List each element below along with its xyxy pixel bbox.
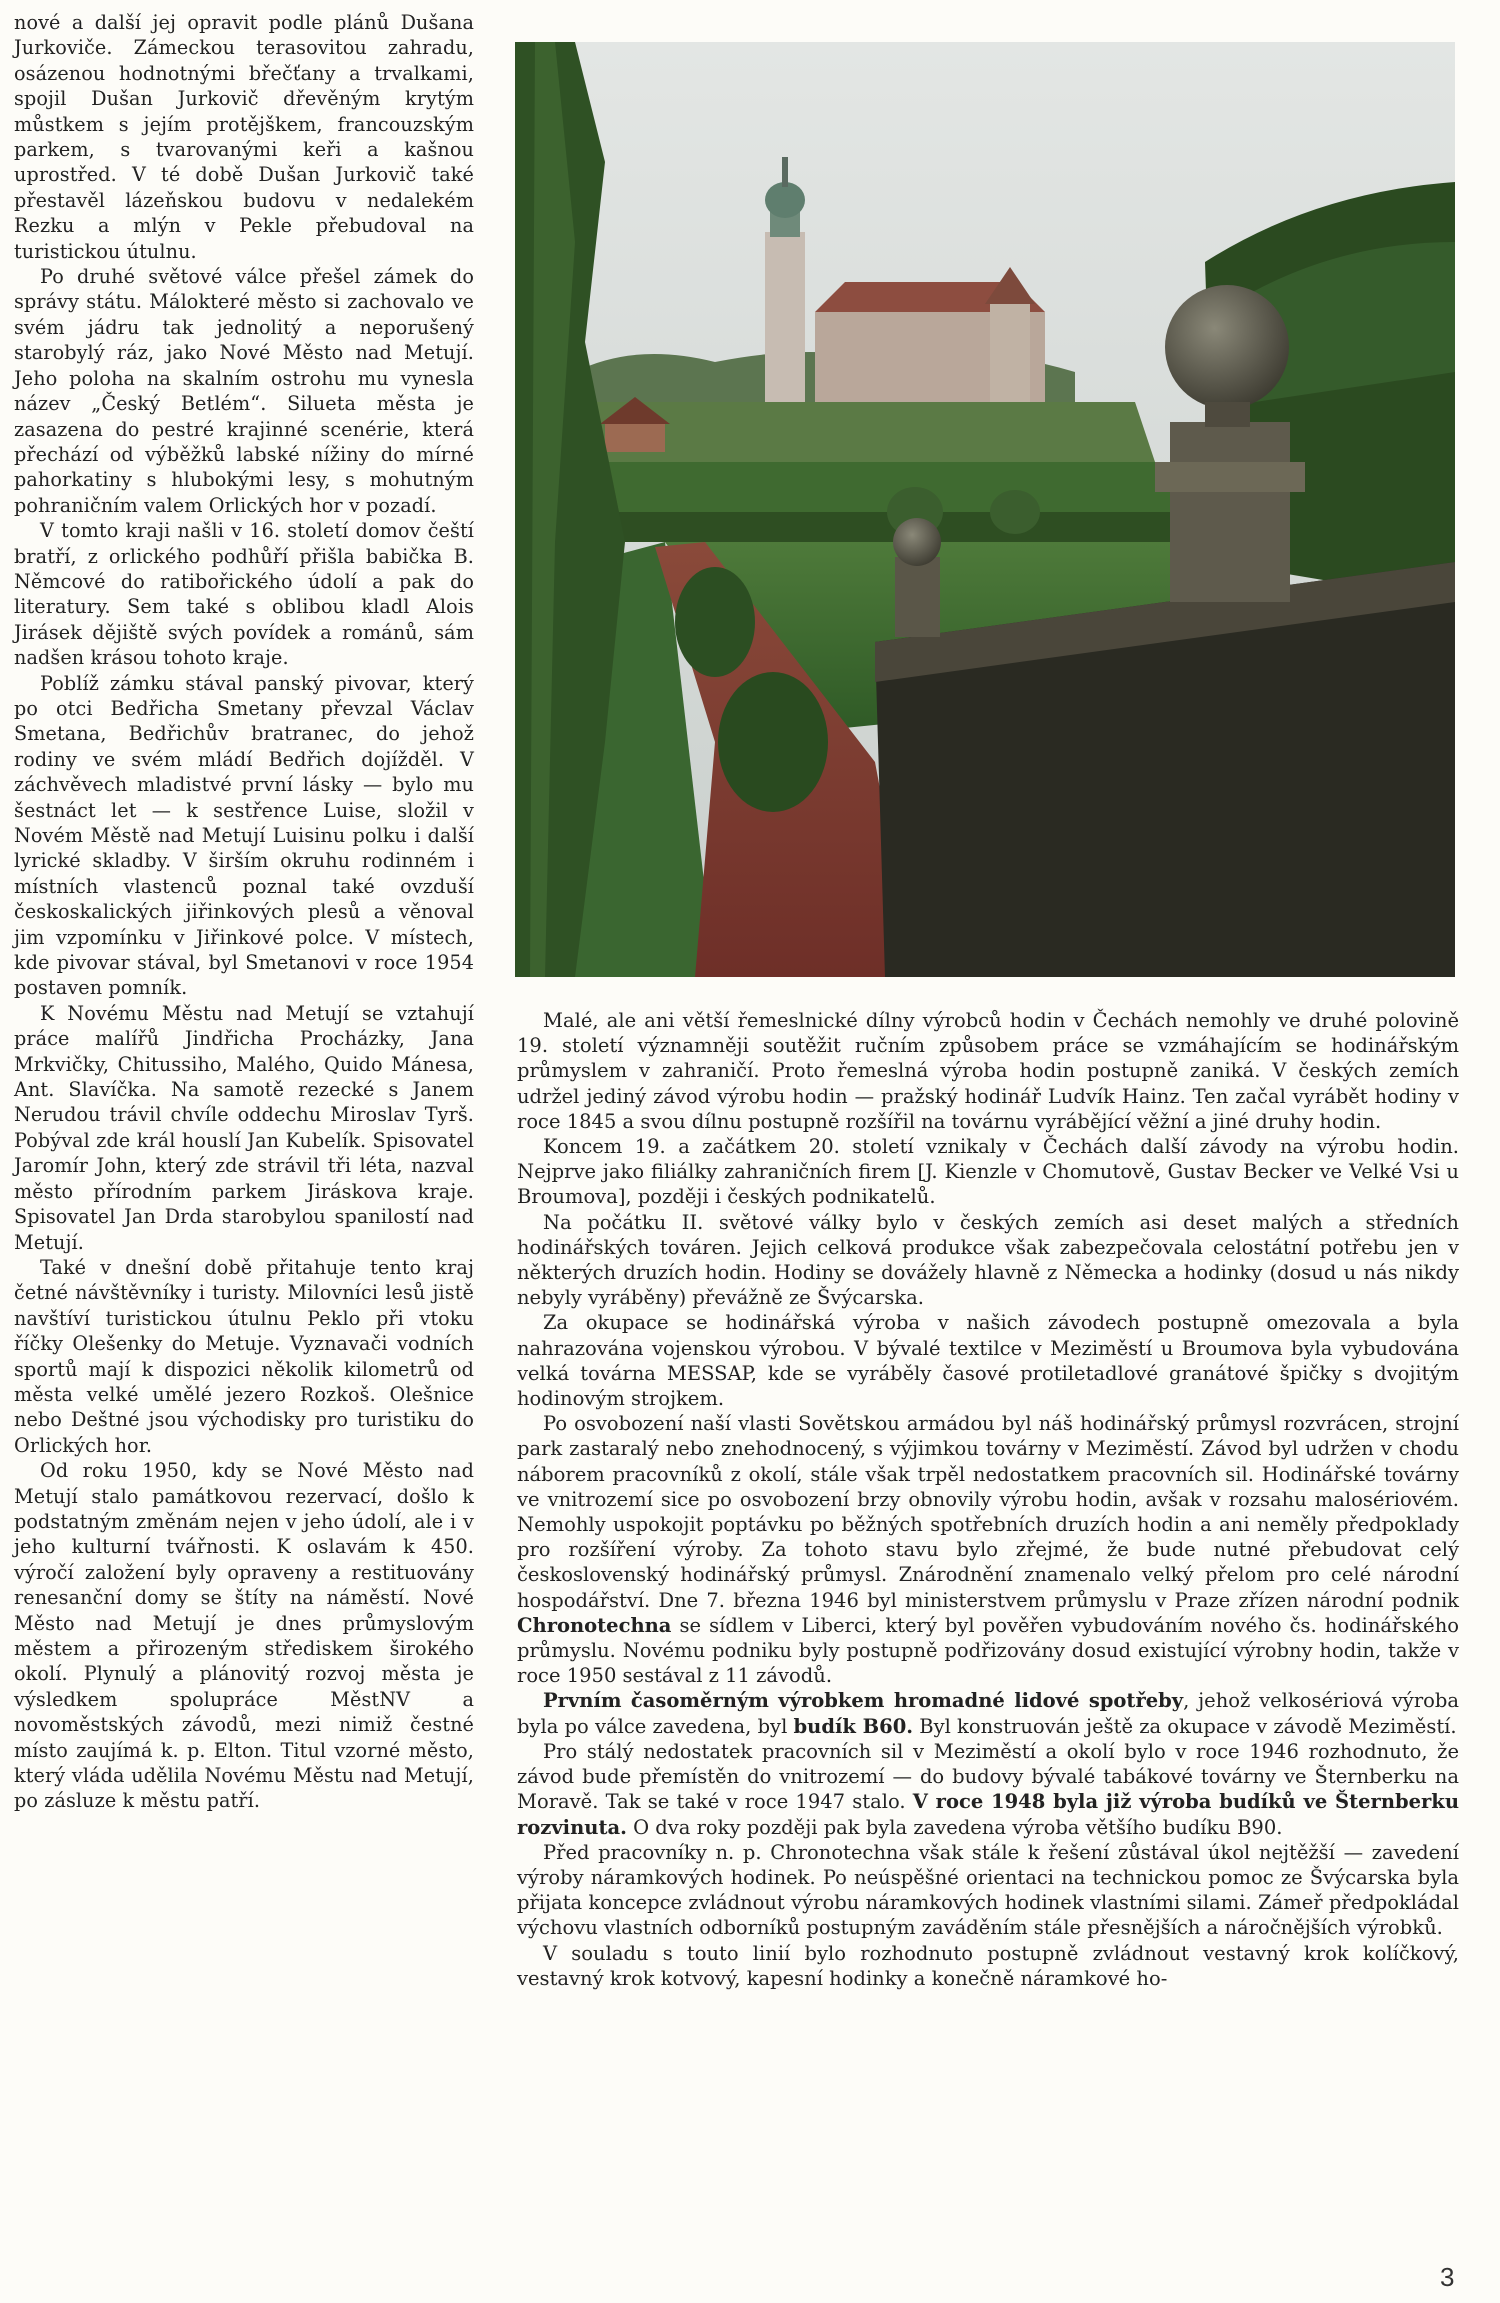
paragraph: Koncem 19. a začátkem 20. století vznikaly v Čechách další závody na výrobu hodin. Nejprve jako filiálky zahraničních firem [J. Kienzle v Chomutově, Gustav Becker ve Velké Vsi u Broumova], později i českých podnikatelů. [517,1135,1459,1209]
paragraph: Od roku 1950, kdy se Nové Město nad Metují stalo památkovou rezervací, došlo k podstatným změnám nejen v jeho údolí, ale i v jeho kulturní tvářnosti. K oslavám k 450. výročí založení byly opraveny a restituovány renesanční domy se štíty na náměstí. Nové Město nad Metují je dnes průmyslovým městem a přirozeným střediskem širokého okolí. Plynulý a plánovitý rozvoj města je výsledkem spolupráce MěstNV a novoměstských závodů, mezi nimiž čestné místo zaujímá k. p. Elton. Titul vzorné město, který vláda udělila Novému Městu nad Metují, po zásluze k městu patří. [14,1459,474,1813]
page-number: 3 [1440,2262,1455,2292]
bold-text: V roce 1948 byla již výroba budíků ve Šternberku rozvinuta. [517,1790,1459,1839]
paragraph: Na počátku II. světové války bylo v českých zemích asi deset malých a středních hodinářských továren. Jejich celková produkce však zabezpečovala celostátní potřebu jen v některých druzích hodin. Hodiny se dovážely hlavně z Německa a hodinky (dosud u nás nikdy nebyly vyráběny) převážně ze Švýcarska. [517,1210,1459,1310]
paragraph: V souladu s touto linií bylo rozhodnuto postupně zvládnout vestavný krok kolíčkový, vestavný krok kotvový, kapesní hodinky a konečně náramkové ho- [517,1941,1459,1990]
text-run: Po osvobození naší vlasti Sovětskou armádou byl náš hodinářský průmysl rozvrácen, strojní park zastaralý nebo znehodnocený, s výjimkou továrny v Meziměstí. Závod byl udržen v chodu náborem pracovníků z okolí, stále však trpěl nedostatkem pracovních sil. Hodinářské továrny ve vnitrozemí sice po osvobození brzy obnovily výrobu hodin, avšak v rozsahu malosériovém. Nemohly uspokojit poptávku po běžných spotřebních druzích hodin a ani neměly předpoklady pro rozšíření výroby. Za tohoto stavu bylo zřejmé, že bude nutné přebudovat celý československý hodinářský průmysl. Znárodnění znamenalo velký přelom pro celé národní hospodářství. Dne 7. března 1946 byl ministerstvem průmyslu v Praze zřízen národní podnik [517,1412,1459,1612]
paragraph: Před pracovníky n. p. Chronotechna však stále k řešení zůstával úkol nejtěžší — zavedení výroby náramkových hodinek. Po neúspěšné orientaci na technickou pomoc ze Švýcarska byla přijata koncepce zvládnout výrobu náramkových hodinek vlastními silami. Zámeř předpokládal výchovu vlastních odborníků postupným zaváděním stále přesnějších a náročnějších výrobků. [517,1840,1459,1940]
paragraph: Za okupace se hodinářská výroba v našich závodech postupně omezovala a byla nahrazována vojenskou výrobou. V bývalé textilce v Meziměstí u Broumova byla vybudována velká továrna MESSAP, kde se vyráběly časové protiletadlové granátové špičky s dvojitým hodinovým strojkem. [517,1311,1459,1411]
text-run: Byl konstruován ještě za okupace v závodě Meziměstí. [913,1714,1457,1738]
paragraph: Malé, ale ani větší řemeslnické dílny výrobců hodin v Čechách nemohly ve druhé polovině 19. století významněji soutěžit ručním způsobem práce se vzmáhajícím se hodinářským průmyslem v zahraničí. Proto řemeslná výroba hodin postupně zaniká. V českých zemích udržel jediný závod výrobu hodin — pražský hodinář Ludvík Hainz. Ten začal vyrábět hodiny v roce 1845 a svou dílnu postupně rozšířil na továrnu vyrábějící věžní a jiné druhy hodin. [517,1009,1459,1133]
paragraph: V tomto kraji našli v 16. století domov čeští bratří, z orlického podhůří přišla babička B. Němcové do ratibořického údolí a pak do literatury. Sem také s oblibou kladl Alois Jirásek dějiště svých povídek a románů, sám nadšen krásou tohoto kraje. [14,519,474,670]
bold-text: budík B60. [793,1714,914,1738]
left-text-column [14,10,474,1814]
right-text-column [517,1008,1459,1991]
text-run: , jehož velkosériová výroba byla po válce zavedena, byl [517,1689,1459,1738]
text-run: Pro stálý nedostatek pracovních sil v Meziměstí a okolí bylo v roce 1946 rozhodnuto, že závod bude přemístěn do vnitrozemí — do budovy bývalé tabákové továrny ve Šternberku na Moravě. Tak se také v roce 1947 stalo. [517,1739,1459,1814]
paragraph [517,1739,1459,1840]
paragraph: Poblíž zámku stával panský pivovar, který po otci Bedřicha Smetany převzal Václav Smetana, Bedřichův bratranec, do jehož rodiny ve svém mládí Bedřich dojížděl. V záchvěvech mladistvé první lásky — bylo mu šestnáct let — k sestřence Luise, složil v Novém Městě nad Metují Luisinu polku i další lyrické skladby. V širším okruhu rodinném i místních vlastenců poznal také ovzduší českoskalických jiřinkových plesů a věnoval jim vzpomínku v Jiřinkové polce. V místech, kde pivovar stával, byl Smetanovi v roce 1954 postaven pomník. [14,671,474,1000]
paragraph [517,1688,1459,1738]
castle-garden-photo [515,42,1455,977]
paragraph: Po druhé světové válce přešel zámek do správy státu. Málokteré město si zachovalo ve svém jádru tak jednolitý a neporušený starobylý ráz, jako Nové Město nad Metují. Jeho poloha na skalním ostrohu mu vynesla název „Český Betlém“. Silueta města je zasazena do pestré krajinné scenérie, která přechází od výběžků labské nížiny do mírné pahorkatiny s hlubokými lesy, s mohutným pohraničním valem Orlických hor v pozadí. [14,265,474,517]
paragraph [517,1411,1459,1688]
text-run: O dva roky později pak byla zavedena výroba většího budíku B90. [626,1815,1283,1839]
text-run: se sídlem v Liberci, který byl pověřen vybudováním nového čs. hodinářského průmyslu. Novému podniku byly postupně podřizovány dosud existující výrobny hodin, takže v roce 1950 sestával z 11 závodů. [517,1613,1459,1688]
paragraph: nové a další jej opravit podle plánů Dušana Jurkoviče. Zámeckou terasovitou zahradu, osázenou hodnotnými břečťany a trvalkami, spojil Dušan Jurkovič dřevěným krytým můstkem s jejím protějškem, francouzským parkem, s tvarovanými keři a kašnou uprostřed. V té době Dušan Jurkovič také přestavěl lázeňskou budovu v nedalekém Rezku a mlýn v Pekle přebudoval na turistickou útulnu. [14,11,474,263]
bold-text: Prvním časoměrným výrobkem hromadné lidové spotřeby [543,1689,1184,1713]
photo-illustration [515,42,1455,977]
paragraph: K Novému Městu nad Metují se vztahují práce malířů Jindřicha Procházky, Jana Mrkvičky, Chitussiho, Malého, Quido Mánesa, Ant. Slavíčka. Na samotě rezecké s Janem Nerudou trávil chvíle oddechu Miroslav Tyrš. Pobýval zde král houslí Jan Kubelík. Spisovatel Jaromír John, který zde strávil tři léta, nazval město přírodním parkem Jiráskova kraje. Spisovatel Jan Drda starobylou spanilostí nad Metují. [14,1001,474,1254]
paragraph: Také v dnešní době přitahuje tento kraj četné návštěvníky i turisty. Milovníci lesů jistě navštíví turistickou útulnu Peklo při vtoku říčky Olešenky do Metuje. Vyznavači vodních sportů mají k dispozici několik kilometrů od města velké umělé jezero Rozkoš. Olešnice nebo Deštné jsou východisky pro turistiku do Orlických hor. [14,1255,474,1457]
bold-text: Chronotechna [517,1613,672,1637]
